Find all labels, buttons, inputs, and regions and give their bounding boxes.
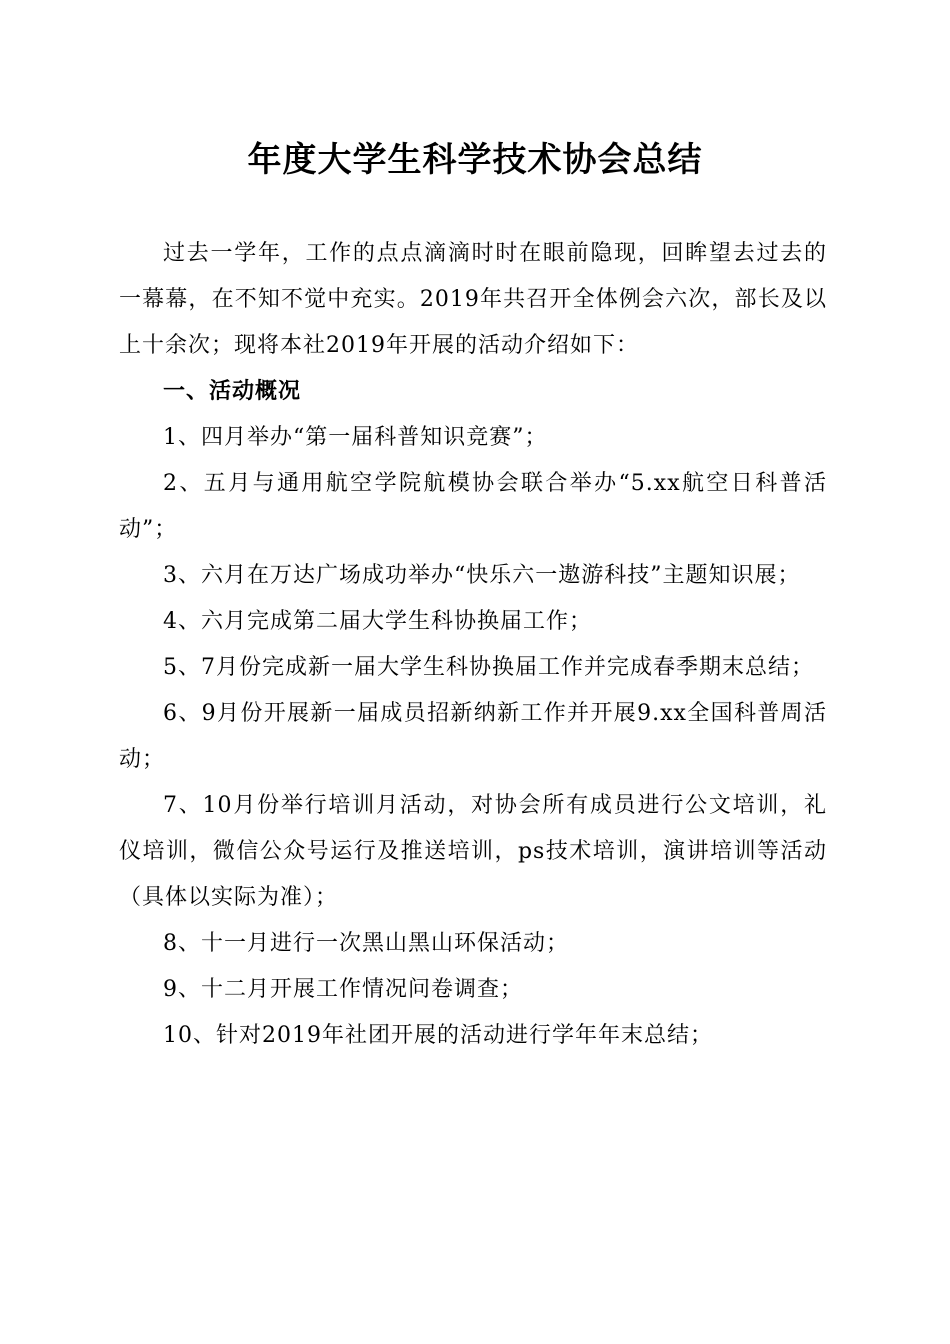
list-item: 7、10月份举行培训月活动，对协会所有成员进行公文培训，礼仪培训，微信公众号运行及推送培训，ps技术培训，演讲培训等活动（具体以实际为准）； (119, 793, 827, 910)
list-item: 4、六月完成第二届大学生科协换届工作； (163, 609, 592, 634)
list-item: 6、9月份开展新一届成员招新纳新工作并开展9.xx全国科普周活动； (119, 701, 827, 772)
list-item: 10、针对2019年社团开展的活动进行学年年末总结； (163, 1023, 713, 1048)
list-item: 3、六月在万达广场成功举办“快乐六一遨游科技”主题知识展； (163, 563, 801, 588)
list-item: 9、十二月开展工作情况问卷调查； (163, 977, 523, 1002)
document-body (119, 231, 827, 1059)
list-item: 2、五月与通用航空学院航模协会联合举办“5.xx航空日科普活动”； (119, 471, 827, 542)
list-item: 5、7月份完成新一届大学生科协换届工作并完成春季期末总结； (163, 655, 814, 680)
intro-paragraph: 过去一学年，工作的点点滴滴时时在眼前隐现，回眸望去过去的一幕幕，在不知不觉中充实。2019年共召开全体例会六次，部长及以上十余次；现将本社2019年开展的活动介绍如下： (119, 241, 827, 358)
list-item: 1、四月举办“第一届科普知识竞赛”； (163, 425, 548, 450)
section-heading: 一、活动概况 (163, 379, 302, 404)
document-title: 年度大学生科学技术协会总结 (247, 140, 703, 180)
list-item: 8、十一月进行一次黑山黑山环保活动； (163, 931, 569, 956)
